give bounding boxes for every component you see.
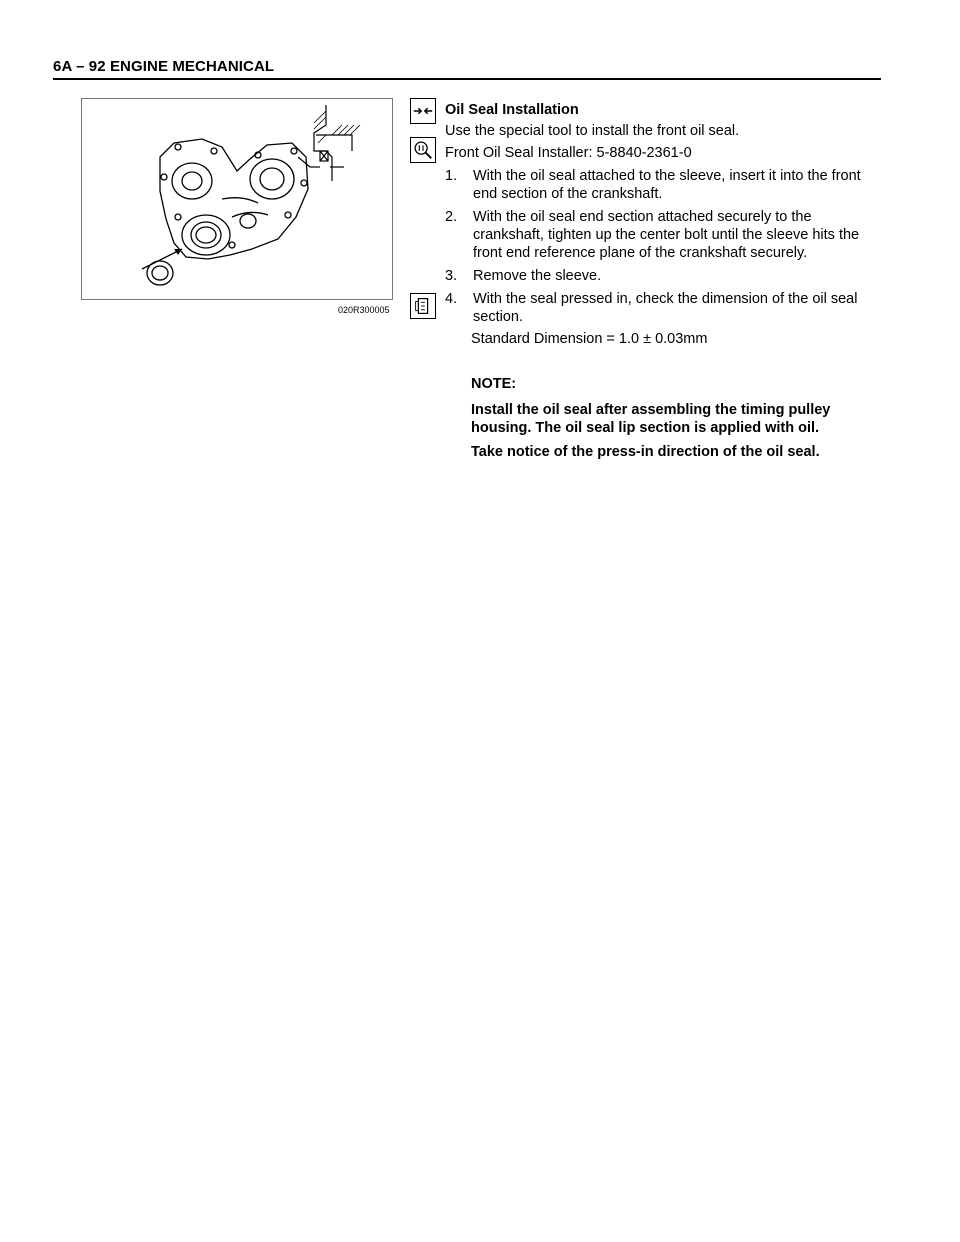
figure-code: 020R300005: [338, 305, 390, 315]
section-title: Oil Seal Installation: [445, 102, 579, 118]
note-label: NOTE:: [471, 376, 517, 392]
step-number: 4.: [445, 291, 458, 307]
step-text: With the seal pressed in, check the dimension of the oil seal section.: [473, 291, 858, 325]
illustration-front-cover: [81, 98, 393, 300]
standard-dimension: Standard Dimension = 1.0 ± 0.03mm: [471, 331, 708, 347]
page-header: 6A – 92 ENGINE MECHANICAL: [53, 58, 275, 75]
step-text: With the oil seal end section attached securely to the crankshaft, tighten up the center bolt until the sleeve hits the front end reference plane of the crankshaft securely.: [473, 209, 860, 261]
header-rule: [53, 78, 881, 80]
step-text: With the oil seal attached to the sleeve, insert it into the front end section of the crankshaft.: [473, 168, 861, 202]
tool-spec: Front Oil Seal Installer: 5-8840-2361-0: [445, 145, 692, 161]
note-line-1: Install the oil seal after assembling the timing pulley housing. The oil seal lip section is applied with oil.: [471, 402, 831, 436]
magnifier-tool-icon: [410, 137, 436, 163]
note-line-2: Take notice of the press-in direction of the oil seal.: [471, 444, 820, 460]
step-number: 3.: [445, 268, 458, 284]
measure-icon: [410, 293, 436, 319]
engine-cover-drawing: [82, 99, 392, 299]
intro-text: Use the special tool to install the front oil seal.: [445, 123, 740, 139]
step-text: Remove the sleeve.: [473, 268, 602, 284]
install-arrows-icon: [410, 98, 436, 124]
step-number: 1.: [445, 168, 458, 184]
step-number: 2.: [445, 209, 458, 225]
